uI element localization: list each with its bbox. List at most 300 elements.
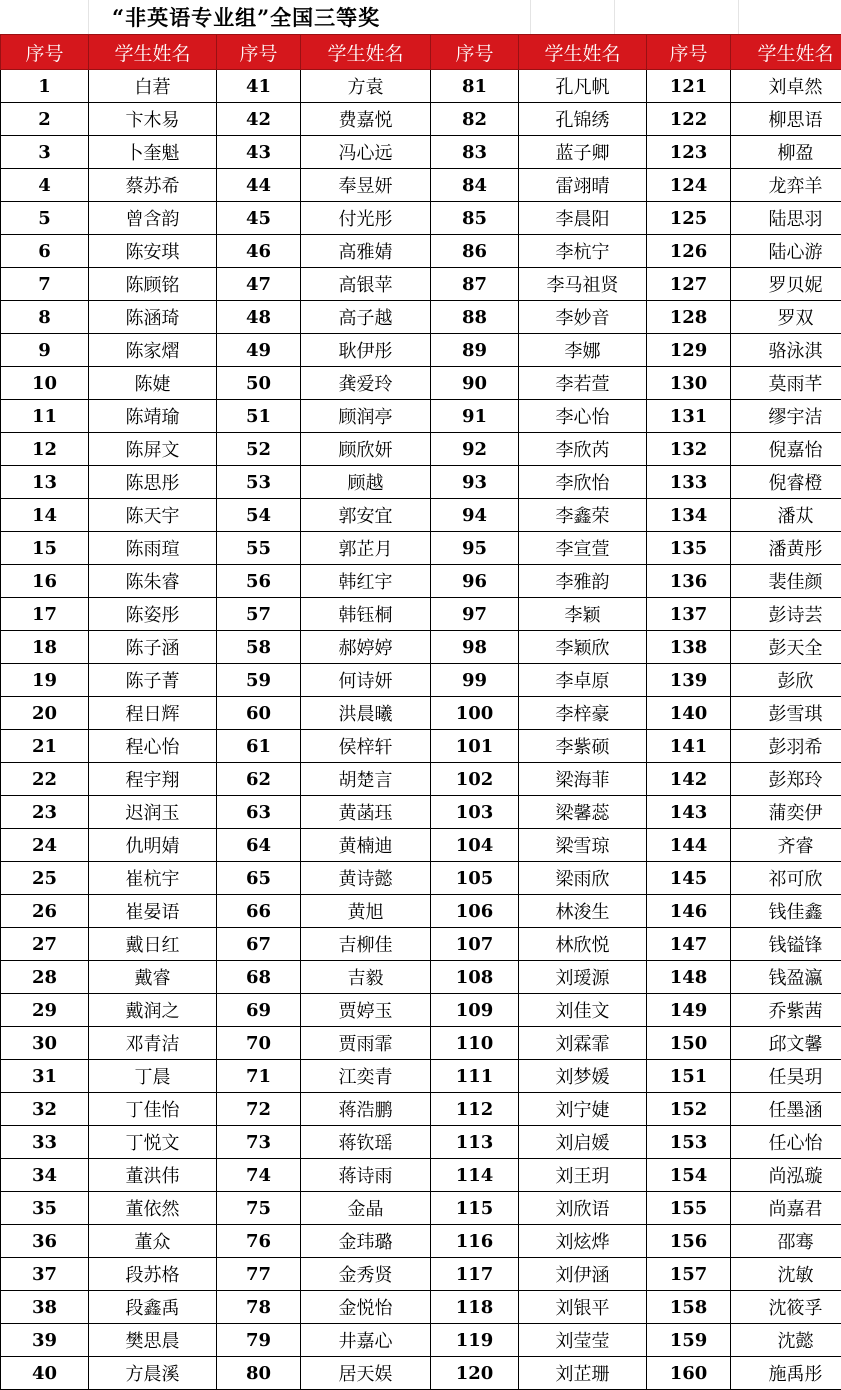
student-name-cell[interactable]: 陈雨瑄 [89, 532, 217, 565]
index-cell[interactable]: 40 [1, 1357, 89, 1390]
student-name-cell[interactable]: 金秀贤 [301, 1258, 431, 1291]
student-name-cell[interactable]: 彭郑玲 [731, 763, 841, 796]
student-name-cell[interactable]: 黄诗懿 [301, 862, 431, 895]
student-name-cell[interactable]: 董众 [89, 1225, 217, 1258]
student-name-cell[interactable]: 祁可欣 [731, 862, 841, 895]
index-cell[interactable]: 49 [217, 334, 301, 367]
index-cell[interactable]: 80 [217, 1357, 301, 1390]
student-name-cell[interactable]: 孔锦绣 [519, 103, 647, 136]
index-cell[interactable]: 141 [647, 730, 731, 763]
index-cell[interactable]: 159 [647, 1324, 731, 1357]
index-cell[interactable]: 28 [1, 961, 89, 994]
index-cell[interactable]: 50 [217, 367, 301, 400]
student-name-cell[interactable]: 李鑫荣 [519, 499, 647, 532]
index-cell[interactable]: 70 [217, 1027, 301, 1060]
student-name-cell[interactable]: 戴润之 [89, 994, 217, 1027]
student-name-cell[interactable]: 林浚生 [519, 895, 647, 928]
student-name-cell[interactable]: 郭芷月 [301, 532, 431, 565]
student-name-cell[interactable]: 冯心远 [301, 136, 431, 169]
student-name-cell[interactable]: 方晨溪 [89, 1357, 217, 1390]
index-cell[interactable]: 158 [647, 1291, 731, 1324]
student-name-cell[interactable]: 耿伊彤 [301, 334, 431, 367]
student-name-cell[interactable]: 莫雨芊 [731, 367, 841, 400]
index-cell[interactable]: 88 [431, 301, 519, 334]
student-name-cell[interactable]: 乔紫茜 [731, 994, 841, 1027]
index-cell[interactable]: 27 [1, 928, 89, 961]
index-cell[interactable]: 79 [217, 1324, 301, 1357]
index-cell[interactable]: 110 [431, 1027, 519, 1060]
index-cell[interactable]: 29 [1, 994, 89, 1027]
index-cell[interactable]: 106 [431, 895, 519, 928]
student-name-cell[interactable]: 蒋浩鹏 [301, 1093, 431, 1126]
index-cell[interactable]: 14 [1, 499, 89, 532]
index-cell[interactable]: 119 [431, 1324, 519, 1357]
student-name-cell[interactable]: 倪嘉怡 [731, 433, 841, 466]
student-name-cell[interactable]: 彭雪琪 [731, 697, 841, 730]
index-cell[interactable]: 124 [647, 169, 731, 202]
index-cell[interactable]: 43 [217, 136, 301, 169]
index-cell[interactable]: 145 [647, 862, 731, 895]
index-cell[interactable]: 160 [647, 1357, 731, 1390]
student-name-cell[interactable]: 邓青洁 [89, 1027, 217, 1060]
index-cell[interactable]: 104 [431, 829, 519, 862]
student-name-cell[interactable]: 金晶 [301, 1192, 431, 1225]
index-cell[interactable]: 7 [1, 268, 89, 301]
index-cell[interactable]: 92 [431, 433, 519, 466]
student-name-cell[interactable]: 沈懿 [731, 1324, 841, 1357]
index-cell[interactable]: 81 [431, 70, 519, 103]
student-name-cell[interactable]: 李梓豪 [519, 697, 647, 730]
index-cell[interactable]: 83 [431, 136, 519, 169]
index-cell[interactable]: 126 [647, 235, 731, 268]
index-cell[interactable]: 109 [431, 994, 519, 1027]
student-name-cell[interactable]: 蔡苏希 [89, 169, 217, 202]
student-name-cell[interactable]: 刘梦媛 [519, 1060, 647, 1093]
student-name-cell[interactable]: 蒋钦瑶 [301, 1126, 431, 1159]
student-name-cell[interactable]: 卞木易 [89, 103, 217, 136]
student-name-cell[interactable]: 邱文馨 [731, 1027, 841, 1060]
index-cell[interactable]: 128 [647, 301, 731, 334]
index-cell[interactable]: 65 [217, 862, 301, 895]
student-name-cell[interactable]: 龚爱玲 [301, 367, 431, 400]
student-name-cell[interactable]: 李卓原 [519, 664, 647, 697]
index-cell[interactable]: 58 [217, 631, 301, 664]
student-name-cell[interactable]: 李欣芮 [519, 433, 647, 466]
index-cell[interactable]: 67 [217, 928, 301, 961]
student-name-cell[interactable]: 尚嘉君 [731, 1192, 841, 1225]
index-cell[interactable]: 152 [647, 1093, 731, 1126]
index-cell[interactable]: 26 [1, 895, 89, 928]
index-cell[interactable]: 121 [647, 70, 731, 103]
student-name-cell[interactable]: 奉昱妍 [301, 169, 431, 202]
student-name-cell[interactable]: 钱佳鑫 [731, 895, 841, 928]
student-name-cell[interactable]: 段苏格 [89, 1258, 217, 1291]
student-name-cell[interactable]: 罗贝妮 [731, 268, 841, 301]
student-name-cell[interactable]: 施禹彤 [731, 1357, 841, 1390]
student-name-cell[interactable]: 丁悦文 [89, 1126, 217, 1159]
student-name-cell[interactable]: 沈敏 [731, 1258, 841, 1291]
student-name-cell[interactable]: 刘佳文 [519, 994, 647, 1027]
index-cell[interactable]: 94 [431, 499, 519, 532]
student-name-cell[interactable]: 何诗妍 [301, 664, 431, 697]
index-cell[interactable]: 113 [431, 1126, 519, 1159]
student-name-cell[interactable]: 黄菡珏 [301, 796, 431, 829]
index-cell[interactable]: 11 [1, 400, 89, 433]
student-name-cell[interactable]: 崔晏语 [89, 895, 217, 928]
index-cell[interactable]: 138 [647, 631, 731, 664]
student-name-cell[interactable]: 刘瑷源 [519, 961, 647, 994]
student-name-cell[interactable]: 金悦怡 [301, 1291, 431, 1324]
student-name-cell[interactable]: 李颖 [519, 598, 647, 631]
student-name-cell[interactable]: 陈婕 [89, 367, 217, 400]
index-cell[interactable]: 136 [647, 565, 731, 598]
student-name-cell[interactable]: 陈靖瑜 [89, 400, 217, 433]
student-name-cell[interactable]: 韩钰桐 [301, 598, 431, 631]
student-name-cell[interactable]: 陈子菁 [89, 664, 217, 697]
student-name-cell[interactable]: 金玮璐 [301, 1225, 431, 1258]
index-cell[interactable]: 95 [431, 532, 519, 565]
index-cell[interactable]: 4 [1, 169, 89, 202]
index-cell[interactable]: 105 [431, 862, 519, 895]
index-cell[interactable]: 99 [431, 664, 519, 697]
student-name-cell[interactable]: 罗双 [731, 301, 841, 334]
student-name-cell[interactable]: 吉毅 [301, 961, 431, 994]
student-name-cell[interactable]: 贾婷玉 [301, 994, 431, 1027]
index-cell[interactable]: 56 [217, 565, 301, 598]
index-cell[interactable]: 47 [217, 268, 301, 301]
index-cell[interactable]: 54 [217, 499, 301, 532]
index-cell[interactable]: 21 [1, 730, 89, 763]
student-name-cell[interactable]: 侯梓轩 [301, 730, 431, 763]
student-name-cell[interactable]: 贾雨霏 [301, 1027, 431, 1060]
student-name-cell[interactable]: 高银苹 [301, 268, 431, 301]
student-name-cell[interactable]: 白莙 [89, 70, 217, 103]
student-name-cell[interactable]: 蒲奕伊 [731, 796, 841, 829]
index-cell[interactable]: 51 [217, 400, 301, 433]
student-name-cell[interactable]: 费嘉悦 [301, 103, 431, 136]
index-cell[interactable]: 18 [1, 631, 89, 664]
student-name-cell[interactable]: 梁馨蕊 [519, 796, 647, 829]
student-name-cell[interactable]: 李雅韵 [519, 565, 647, 598]
index-cell[interactable]: 31 [1, 1060, 89, 1093]
index-cell[interactable]: 76 [217, 1225, 301, 1258]
student-name-cell[interactable]: 董洪伟 [89, 1159, 217, 1192]
index-cell[interactable]: 75 [217, 1192, 301, 1225]
index-cell[interactable]: 57 [217, 598, 301, 631]
index-cell[interactable]: 86 [431, 235, 519, 268]
index-cell[interactable]: 96 [431, 565, 519, 598]
student-name-cell[interactable]: 董依然 [89, 1192, 217, 1225]
student-name-cell[interactable]: 戴日红 [89, 928, 217, 961]
student-name-cell[interactable]: 顾润亭 [301, 400, 431, 433]
student-name-cell[interactable]: 戴睿 [89, 961, 217, 994]
student-name-cell[interactable]: 潘苁 [731, 499, 841, 532]
index-cell[interactable]: 131 [647, 400, 731, 433]
student-name-cell[interactable]: 龙弈羊 [731, 169, 841, 202]
index-cell[interactable]: 68 [217, 961, 301, 994]
index-cell[interactable]: 59 [217, 664, 301, 697]
index-cell[interactable]: 114 [431, 1159, 519, 1192]
student-name-cell[interactable]: 陆思羽 [731, 202, 841, 235]
student-name-cell[interactable]: 雷翊晴 [519, 169, 647, 202]
index-cell[interactable]: 25 [1, 862, 89, 895]
student-name-cell[interactable]: 骆泳淇 [731, 334, 841, 367]
index-cell[interactable]: 107 [431, 928, 519, 961]
student-name-cell[interactable]: 李紫硕 [519, 730, 647, 763]
student-name-cell[interactable]: 陈家熠 [89, 334, 217, 367]
student-name-cell[interactable]: 刘霖霏 [519, 1027, 647, 1060]
student-name-cell[interactable]: 钱盈瀛 [731, 961, 841, 994]
index-cell[interactable]: 35 [1, 1192, 89, 1225]
student-name-cell[interactable]: 沈筱孚 [731, 1291, 841, 1324]
index-cell[interactable]: 97 [431, 598, 519, 631]
index-cell[interactable]: 9 [1, 334, 89, 367]
index-cell[interactable]: 142 [647, 763, 731, 796]
student-name-cell[interactable]: 李娜 [519, 334, 647, 367]
index-cell[interactable]: 16 [1, 565, 89, 598]
index-cell[interactable]: 61 [217, 730, 301, 763]
index-cell[interactable]: 153 [647, 1126, 731, 1159]
index-cell[interactable]: 66 [217, 895, 301, 928]
index-cell[interactable]: 78 [217, 1291, 301, 1324]
index-cell[interactable]: 48 [217, 301, 301, 334]
student-name-cell[interactable]: 顾越 [301, 466, 431, 499]
student-name-cell[interactable]: 李晨阳 [519, 202, 647, 235]
index-cell[interactable]: 62 [217, 763, 301, 796]
index-cell[interactable]: 84 [431, 169, 519, 202]
student-name-cell[interactable]: 刘启媛 [519, 1126, 647, 1159]
student-name-cell[interactable]: 刘伊涵 [519, 1258, 647, 1291]
index-cell[interactable]: 143 [647, 796, 731, 829]
index-cell[interactable]: 112 [431, 1093, 519, 1126]
student-name-cell[interactable]: 李杭宁 [519, 235, 647, 268]
student-name-cell[interactable]: 段鑫禹 [89, 1291, 217, 1324]
index-cell[interactable]: 20 [1, 697, 89, 730]
student-name-cell[interactable]: 彭羽希 [731, 730, 841, 763]
index-cell[interactable]: 37 [1, 1258, 89, 1291]
index-cell[interactable]: 45 [217, 202, 301, 235]
index-cell[interactable]: 132 [647, 433, 731, 466]
index-cell[interactable]: 8 [1, 301, 89, 334]
student-name-cell[interactable]: 任墨涵 [731, 1093, 841, 1126]
index-cell[interactable]: 85 [431, 202, 519, 235]
student-name-cell[interactable]: 任心怡 [731, 1126, 841, 1159]
index-cell[interactable]: 115 [431, 1192, 519, 1225]
index-cell[interactable]: 137 [647, 598, 731, 631]
index-cell[interactable]: 117 [431, 1258, 519, 1291]
student-name-cell[interactable]: 江奕青 [301, 1060, 431, 1093]
student-name-cell[interactable]: 刘卓然 [731, 70, 841, 103]
student-name-cell[interactable]: 梁海菲 [519, 763, 647, 796]
index-cell[interactable]: 108 [431, 961, 519, 994]
index-cell[interactable]: 157 [647, 1258, 731, 1291]
student-name-cell[interactable]: 高子越 [301, 301, 431, 334]
student-name-cell[interactable]: 陈子涵 [89, 631, 217, 664]
index-cell[interactable]: 32 [1, 1093, 89, 1126]
student-name-cell[interactable]: 蒋诗雨 [301, 1159, 431, 1192]
index-cell[interactable]: 155 [647, 1192, 731, 1225]
index-cell[interactable]: 103 [431, 796, 519, 829]
index-cell[interactable]: 55 [217, 532, 301, 565]
student-name-cell[interactable]: 刘芷珊 [519, 1357, 647, 1390]
index-cell[interactable]: 87 [431, 268, 519, 301]
student-name-cell[interactable]: 刘银平 [519, 1291, 647, 1324]
index-cell[interactable]: 125 [647, 202, 731, 235]
index-cell[interactable]: 74 [217, 1159, 301, 1192]
index-cell[interactable]: 1 [1, 70, 89, 103]
index-cell[interactable]: 82 [431, 103, 519, 136]
student-name-cell[interactable]: 顾欣妍 [301, 433, 431, 466]
student-name-cell[interactable]: 高雅婧 [301, 235, 431, 268]
student-name-cell[interactable]: 彭欣 [731, 664, 841, 697]
student-name-cell[interactable]: 缪宇洁 [731, 400, 841, 433]
index-cell[interactable]: 100 [431, 697, 519, 730]
student-name-cell[interactable]: 郝婷婷 [301, 631, 431, 664]
index-cell[interactable]: 133 [647, 466, 731, 499]
index-cell[interactable]: 63 [217, 796, 301, 829]
student-name-cell[interactable]: 程心怡 [89, 730, 217, 763]
index-cell[interactable]: 135 [647, 532, 731, 565]
index-cell[interactable]: 72 [217, 1093, 301, 1126]
student-name-cell[interactable]: 吉柳佳 [301, 928, 431, 961]
index-cell[interactable]: 120 [431, 1357, 519, 1390]
student-name-cell[interactable]: 李心怡 [519, 400, 647, 433]
student-name-cell[interactable]: 刘炫烨 [519, 1225, 647, 1258]
index-cell[interactable]: 123 [647, 136, 731, 169]
student-name-cell[interactable]: 梁雪琼 [519, 829, 647, 862]
student-name-cell[interactable]: 陈天宇 [89, 499, 217, 532]
student-name-cell[interactable]: 李欣怡 [519, 466, 647, 499]
student-name-cell[interactable]: 刘王玥 [519, 1159, 647, 1192]
index-cell[interactable]: 129 [647, 334, 731, 367]
index-cell[interactable]: 6 [1, 235, 89, 268]
index-cell[interactable]: 118 [431, 1291, 519, 1324]
student-name-cell[interactable]: 丁佳怡 [89, 1093, 217, 1126]
index-cell[interactable]: 2 [1, 103, 89, 136]
student-name-cell[interactable]: 潘黄彤 [731, 532, 841, 565]
index-cell[interactable]: 122 [647, 103, 731, 136]
index-cell[interactable]: 15 [1, 532, 89, 565]
index-cell[interactable]: 33 [1, 1126, 89, 1159]
index-cell[interactable]: 71 [217, 1060, 301, 1093]
index-cell[interactable]: 64 [217, 829, 301, 862]
student-name-cell[interactable]: 胡楚言 [301, 763, 431, 796]
student-name-cell[interactable]: 李马祖贤 [519, 268, 647, 301]
student-name-cell[interactable]: 刘宁婕 [519, 1093, 647, 1126]
student-name-cell[interactable]: 付光彤 [301, 202, 431, 235]
index-cell[interactable]: 144 [647, 829, 731, 862]
student-name-cell[interactable]: 仇明婧 [89, 829, 217, 862]
index-cell[interactable]: 127 [647, 268, 731, 301]
student-name-cell[interactable]: 齐睿 [731, 829, 841, 862]
student-name-cell[interactable]: 李颖欣 [519, 631, 647, 664]
student-name-cell[interactable]: 程日辉 [89, 697, 217, 730]
student-name-cell[interactable]: 刘欣语 [519, 1192, 647, 1225]
student-name-cell[interactable]: 陈屏文 [89, 433, 217, 466]
student-name-cell[interactable]: 彭诗芸 [731, 598, 841, 631]
student-name-cell[interactable]: 黄旭 [301, 895, 431, 928]
student-name-cell[interactable]: 陈朱睿 [89, 565, 217, 598]
index-cell[interactable]: 140 [647, 697, 731, 730]
student-name-cell[interactable]: 丁晨 [89, 1060, 217, 1093]
student-name-cell[interactable]: 李妙音 [519, 301, 647, 334]
student-name-cell[interactable]: 任昊玥 [731, 1060, 841, 1093]
index-cell[interactable]: 34 [1, 1159, 89, 1192]
student-name-cell[interactable]: 钱镒锋 [731, 928, 841, 961]
index-cell[interactable]: 150 [647, 1027, 731, 1060]
index-cell[interactable]: 41 [217, 70, 301, 103]
index-cell[interactable]: 53 [217, 466, 301, 499]
student-name-cell[interactable]: 迟润玉 [89, 796, 217, 829]
index-cell[interactable]: 36 [1, 1225, 89, 1258]
student-name-cell[interactable]: 井嘉心 [301, 1324, 431, 1357]
index-cell[interactable]: 154 [647, 1159, 731, 1192]
index-cell[interactable]: 69 [217, 994, 301, 1027]
student-name-cell[interactable]: 孔凡帆 [519, 70, 647, 103]
index-cell[interactable]: 46 [217, 235, 301, 268]
index-cell[interactable]: 60 [217, 697, 301, 730]
student-name-cell[interactable]: 陈姿彤 [89, 598, 217, 631]
student-name-cell[interactable]: 陈安琪 [89, 235, 217, 268]
index-cell[interactable]: 42 [217, 103, 301, 136]
index-cell[interactable]: 52 [217, 433, 301, 466]
index-cell[interactable]: 13 [1, 466, 89, 499]
student-name-cell[interactable]: 程宇翔 [89, 763, 217, 796]
index-cell[interactable]: 90 [431, 367, 519, 400]
index-cell[interactable]: 3 [1, 136, 89, 169]
index-cell[interactable]: 38 [1, 1291, 89, 1324]
student-name-cell[interactable]: 陆心游 [731, 235, 841, 268]
index-cell[interactable]: 148 [647, 961, 731, 994]
student-name-cell[interactable]: 柳思语 [731, 103, 841, 136]
index-cell[interactable]: 139 [647, 664, 731, 697]
student-name-cell[interactable]: 方袁 [301, 70, 431, 103]
index-cell[interactable]: 116 [431, 1225, 519, 1258]
student-name-cell[interactable]: 卜奎魁 [89, 136, 217, 169]
student-name-cell[interactable]: 李宣萱 [519, 532, 647, 565]
index-cell[interactable]: 73 [217, 1126, 301, 1159]
index-cell[interactable]: 89 [431, 334, 519, 367]
index-cell[interactable]: 22 [1, 763, 89, 796]
student-name-cell[interactable]: 林欣悦 [519, 928, 647, 961]
student-name-cell[interactable]: 郭安宜 [301, 499, 431, 532]
student-name-cell[interactable]: 陈顾铭 [89, 268, 217, 301]
student-name-cell[interactable]: 黄楠迪 [301, 829, 431, 862]
index-cell[interactable]: 39 [1, 1324, 89, 1357]
index-cell[interactable]: 5 [1, 202, 89, 235]
index-cell[interactable]: 44 [217, 169, 301, 202]
index-cell[interactable]: 98 [431, 631, 519, 664]
index-cell[interactable]: 147 [647, 928, 731, 961]
student-name-cell[interactable]: 居天娱 [301, 1357, 431, 1390]
index-cell[interactable]: 101 [431, 730, 519, 763]
index-cell[interactable]: 19 [1, 664, 89, 697]
index-cell[interactable]: 151 [647, 1060, 731, 1093]
student-name-cell[interactable]: 洪晨曦 [301, 697, 431, 730]
index-cell[interactable]: 10 [1, 367, 89, 400]
index-cell[interactable]: 24 [1, 829, 89, 862]
student-name-cell[interactable]: 彭天全 [731, 631, 841, 664]
student-name-cell[interactable]: 陈涵琦 [89, 301, 217, 334]
student-name-cell[interactable]: 倪睿橙 [731, 466, 841, 499]
index-cell[interactable]: 149 [647, 994, 731, 1027]
index-cell[interactable]: 156 [647, 1225, 731, 1258]
student-name-cell[interactable]: 柳盈 [731, 136, 841, 169]
student-name-cell[interactable]: 崔杭宇 [89, 862, 217, 895]
student-name-cell[interactable]: 陈思彤 [89, 466, 217, 499]
index-cell[interactable]: 134 [647, 499, 731, 532]
index-cell[interactable]: 91 [431, 400, 519, 433]
